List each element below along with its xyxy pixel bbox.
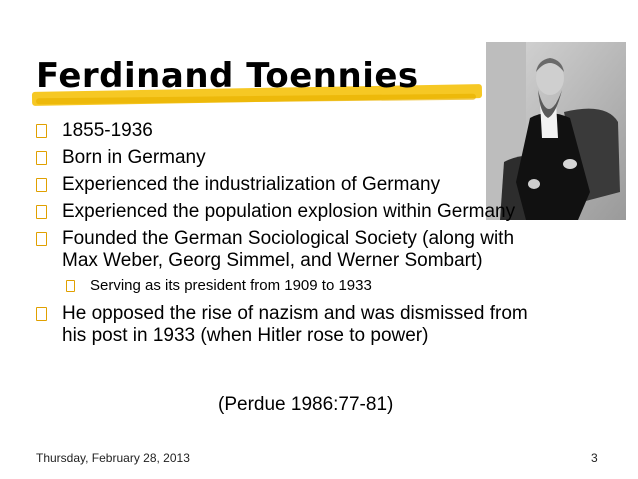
list-item-continuation [34,325,594,347]
footer-date: Thursday, February 28, 2013 [36,451,190,465]
sub-list-item [34,277,594,295]
slide-title: Ferdinand Toennies [36,56,419,96]
sub-list-item-text: Serving as its president from 1909 to 1933 [90,277,372,294]
list-item-text: Experienced the industrialization of Germany [62,174,441,195]
square-bullet-icon [36,151,47,165]
square-bullet-icon [36,232,47,246]
list-item [34,201,594,223]
list-item-text: Founded the German Sociological Society (along with [62,228,515,249]
list-item-text: 1855-1936 [62,120,153,141]
square-bullet-icon [66,280,75,292]
list-item-text: Max Weber, Georg Simmel, and Werner Sombart) [62,250,483,271]
square-bullet-icon [36,205,47,219]
list-item-text: He opposed the rise of nazism and was dismissed from [62,303,528,324]
list-item-text: Experienced the population explosion within Germany [62,201,516,222]
page-number: 3 [591,451,598,465]
list-item [34,147,594,169]
list-item [34,120,594,142]
list-item-text: Born in Germany [62,147,206,168]
list-item-continuation [34,250,594,272]
list-item [34,303,594,325]
square-bullet-icon [36,124,47,138]
square-bullet-icon [36,307,47,321]
square-bullet-icon [36,178,47,192]
list-item-text: his post in 1933 (when Hitler rose to power) [62,325,429,346]
bullet-list [34,120,594,352]
citation: (Perdue 1986:77-81) [218,394,394,415]
list-item [34,174,594,196]
title-area [36,56,419,96]
list-item [34,228,594,250]
